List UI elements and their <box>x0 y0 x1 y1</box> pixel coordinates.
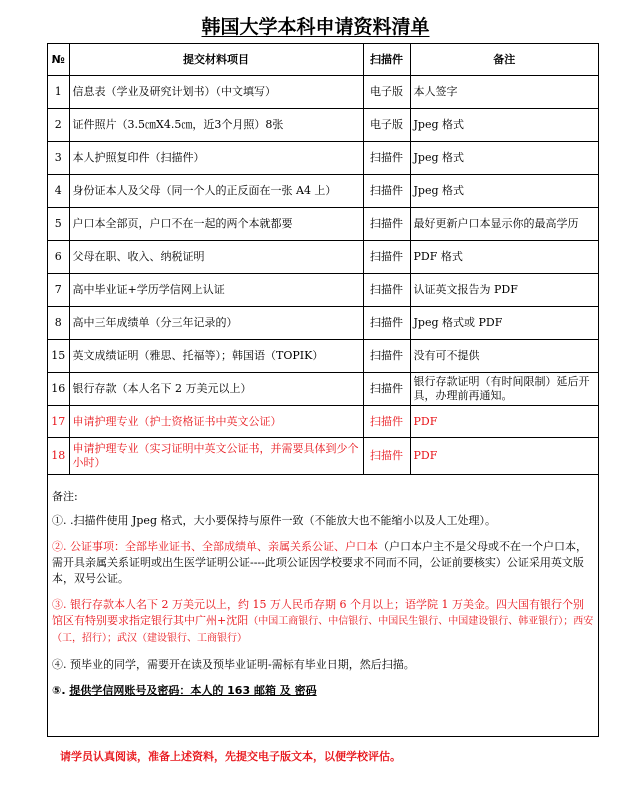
note-4: ④. 预毕业的同学，需要开在读及预毕业证明-需标有毕业日期，然后扫描。 <box>52 658 415 671</box>
materials-table <box>48 44 598 475</box>
row-note: Jpeg 格式 <box>410 175 598 208</box>
row-scan-type: 扫描件 <box>363 208 410 241</box>
note-3 <box>52 597 594 647</box>
row-item: 高中三年成绩单（分三年记录的） <box>69 307 363 340</box>
row-note: Jpeg 格式或 PDF <box>410 307 598 340</box>
row-item: 身份证本人及父母（同一个人的正反面在一张 A4 上） <box>69 175 363 208</box>
row-item: 银行存款（本人名下 2 万美元以上） <box>69 373 363 406</box>
header-item: 提交材料项目 <box>69 44 363 76</box>
table-row <box>48 373 598 406</box>
table-row <box>48 175 598 208</box>
row-number: 7 <box>48 274 69 307</box>
row-number: 6 <box>48 241 69 274</box>
row-note: 银行存款证明（有时间限制）延后开具，办理前再通知。 <box>410 373 598 406</box>
table-row <box>48 274 598 307</box>
table-row <box>48 340 598 373</box>
row-note: PDF <box>410 406 598 438</box>
footer-notice: 请学员认真阅读，准备上述资料，先提交电子版文本，以便学校评估。 <box>60 750 401 763</box>
table-row <box>48 241 598 274</box>
row-scan-type: 电子版 <box>363 76 410 109</box>
row-number: 2 <box>48 109 69 142</box>
row-scan-type: 扫描件 <box>363 274 410 307</box>
row-note: 认证英文报告为 PDF <box>410 274 598 307</box>
row-number: 17 <box>48 406 69 438</box>
row-item: 证件照片（3.5㎝X4.5㎝，近3个月照）8张 <box>69 109 363 142</box>
header-scan: 扫描件 <box>363 44 410 76</box>
row-scan-type: 扫描件 <box>363 438 410 475</box>
row-scan-type: 扫描件 <box>363 373 410 406</box>
row-number: 5 <box>48 208 69 241</box>
header-no: № <box>48 44 69 76</box>
row-number: 18 <box>48 438 69 475</box>
row-note: Jpeg 格式 <box>410 142 598 175</box>
table-row <box>48 109 598 142</box>
notes-section <box>48 475 598 699</box>
row-number: 16 <box>48 373 69 406</box>
header-note: 备注 <box>410 44 598 76</box>
row-number: 4 <box>48 175 69 208</box>
table-row <box>48 307 598 340</box>
note-3-main: ③. 银行存款本人名下 2 万美元以上，约 15 万人民币存期 6 个月以上；语学院 1 万美金。四大国有银行个别馆区有特别要求指定银行其中广州+沈阳 <box>52 598 584 627</box>
row-note: PDF <box>410 438 598 475</box>
note-5 <box>52 683 594 699</box>
row-item: 父母在职、收入、纳税证明 <box>69 241 363 274</box>
table-row <box>48 406 598 438</box>
row-scan-type: 扫描件 <box>363 307 410 340</box>
note-2-detail: （户口本户主不是父母或不在一个户口本，需开具亲属关系证明或出生医学证明公证----此项公证因学校要求不同而不同，公证前要核实）公证采用英文版本，双号公证。 <box>52 540 587 585</box>
table-header-row <box>48 44 598 76</box>
checklist-sheet <box>47 43 599 737</box>
notes-label: 备注: <box>52 490 78 503</box>
row-note: 没有可不提供 <box>410 340 598 373</box>
note-2 <box>52 539 594 587</box>
row-item: 高中毕业证+学历学信网上认证 <box>69 274 363 307</box>
note-1: ①. .扫描件使用 Jpeg 格式，大小要保持与原件一致（不能放大也不能缩小以及人工处理）。 <box>52 514 496 527</box>
note-5-text: 提供学信网账号及密码：本人的 163 邮箱 及 密码 <box>69 684 317 697</box>
note-2-highlight: ②. 公证事项：全部毕业证书、全部成绩单、亲属关系公证、户口本 <box>52 540 378 553</box>
row-scan-type: 电子版 <box>363 109 410 142</box>
row-item: 户口本全部页，户口不在一起的两个本就都要 <box>69 208 363 241</box>
row-number: 1 <box>48 76 69 109</box>
row-scan-type: 扫描件 <box>363 406 410 438</box>
row-note: 本人签字 <box>410 76 598 109</box>
row-number: 15 <box>48 340 69 373</box>
row-item: 信息表（学业及研究计划书）（中文填写） <box>69 76 363 109</box>
row-item: 申请护理专业（实习证明中英文公证书，并需要具体到少个小时） <box>69 438 363 475</box>
row-scan-type: 扫描件 <box>363 175 410 208</box>
row-note: Jpeg 格式 <box>410 109 598 142</box>
row-scan-type: 扫描件 <box>363 241 410 274</box>
row-number: 8 <box>48 307 69 340</box>
table-row <box>48 208 598 241</box>
row-number: 3 <box>48 142 69 175</box>
row-item: 英文成绩证明（雅思、托福等）；韩国语（TOPIK） <box>69 340 363 373</box>
row-item: 本人护照复印件（扫描件） <box>69 142 363 175</box>
row-scan-type: 扫描件 <box>363 340 410 373</box>
row-item: 申请护理专业（护士资格证书中英文公证） <box>69 406 363 438</box>
note-5-prefix: ⑤. <box>52 684 70 697</box>
page-title: 韩国大学本科申请资料清单 <box>201 16 430 38</box>
note-3-banks: （中国工商银行、中信银行、中国民生银行、中国建设银行、韩亚银行）；西安（工，招行）；武汉（建设银行、工商银行） <box>52 616 594 644</box>
row-note: 最好更新户口本显示你的最高学历 <box>410 208 598 241</box>
table-row <box>48 76 598 109</box>
row-scan-type: 扫描件 <box>363 142 410 175</box>
row-note: PDF 格式 <box>410 241 598 274</box>
table-row <box>48 438 598 475</box>
table-row <box>48 142 598 175</box>
